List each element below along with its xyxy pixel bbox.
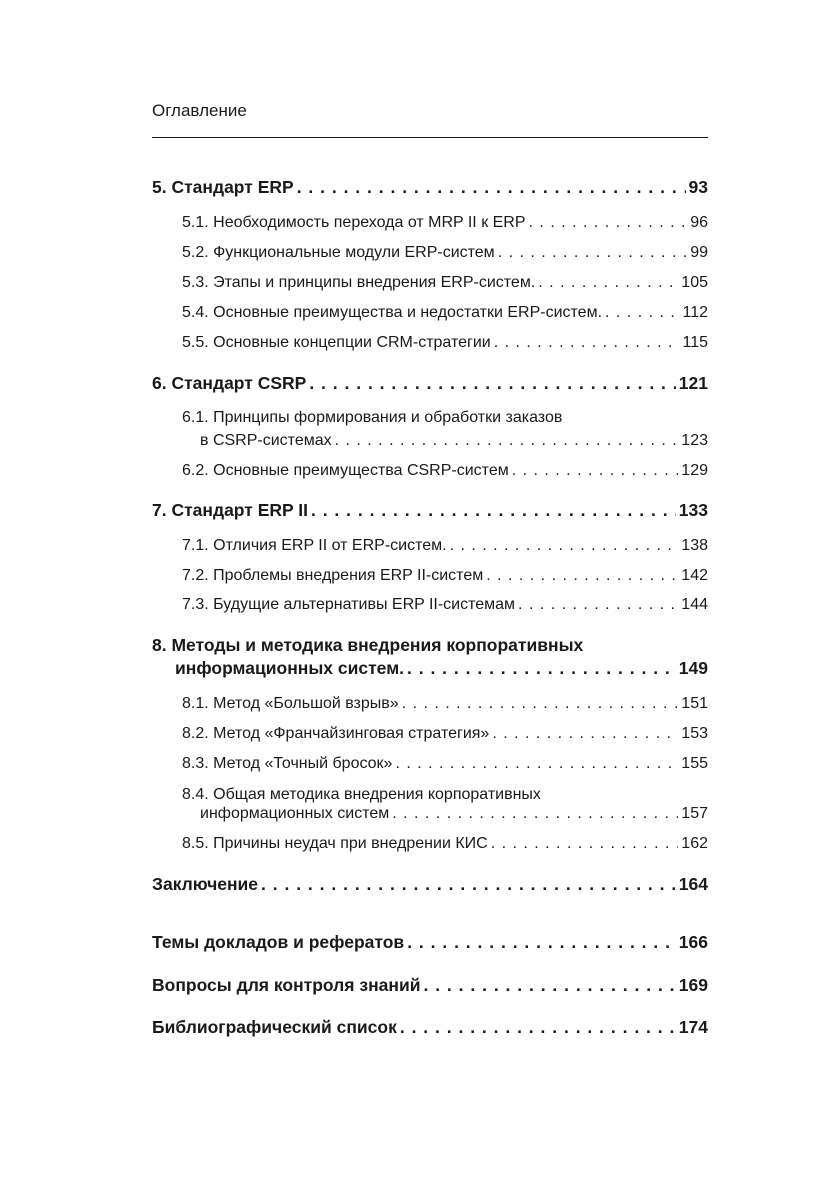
dot-leader <box>392 804 678 824</box>
toc-page-number: 144 <box>681 596 708 613</box>
toc-section-8-5[interactable] <box>182 834 708 854</box>
toc-section-7-1[interactable] <box>182 536 708 556</box>
toc-entry-title: информационных систем. <box>175 658 404 678</box>
dot-leader <box>402 694 679 714</box>
toc-questions[interactable] <box>152 974 708 996</box>
toc-entry-title: 5.2. Функциональные модули ERP-систем <box>182 244 495 261</box>
toc-topics[interactable] <box>152 931 708 953</box>
toc-entry-title: Библиографический список <box>152 1017 397 1037</box>
toc-page-number: 151 <box>681 695 708 712</box>
toc-page-number: 157 <box>681 805 708 822</box>
toc-page-number: 96 <box>690 214 708 231</box>
toc-chapter-8[interactable] <box>175 657 708 679</box>
toc-entry-title: 5. Стандарт ERP <box>152 177 294 197</box>
toc-page-number: 93 <box>688 177 708 197</box>
toc-page-number: 121 <box>678 373 708 393</box>
dot-leader <box>400 1016 676 1038</box>
toc-page-number: 164 <box>678 874 708 894</box>
toc-page-number: 99 <box>690 244 708 261</box>
dot-leader <box>498 243 688 263</box>
toc-chapter-8-line1[interactable]: 8. Методы и методика внедрения корпоративных <box>152 635 584 655</box>
dot-leader <box>518 595 678 615</box>
dot-leader <box>492 724 678 744</box>
toc-page-number: 169 <box>678 975 708 995</box>
toc-entry-title: 6.2. Основные преимущества CSRP-систем <box>182 462 509 479</box>
toc-section-5-5[interactable] <box>182 333 708 353</box>
dot-leader <box>529 213 688 233</box>
toc-entry-title: 8.3. Метод «Точный бросок» <box>182 755 393 772</box>
toc-page-number: 133 <box>678 500 708 520</box>
dot-leader <box>335 431 679 451</box>
dot-leader <box>450 536 679 556</box>
toc-conclusion[interactable] <box>152 873 708 895</box>
toc-entry-title: 8.2. Метод «Франчайзинговая стратегия» <box>182 725 490 742</box>
toc-page-number: 162 <box>681 835 708 852</box>
toc-entry-title: 7.1. Отличия ERP II от ERP-систем. <box>182 537 447 554</box>
toc-page-number: 174 <box>678 1017 708 1037</box>
toc-page-number: 166 <box>678 932 708 952</box>
dot-leader <box>297 176 686 198</box>
toc-section-5-1[interactable] <box>182 213 708 233</box>
toc-chapter-7[interactable] <box>152 499 708 521</box>
toc-page-number: 138 <box>681 537 708 554</box>
toc-section-7-2[interactable] <box>182 566 708 586</box>
toc-entry-title: 6. Стандарт CSRP <box>152 373 307 393</box>
dot-leader <box>261 873 676 895</box>
toc-entry-title: информационных систем <box>200 805 390 822</box>
toc-entry-title: 5.1. Необходимость перехода от MRP II к ERP <box>182 214 526 231</box>
toc-page-number: 123 <box>681 432 708 449</box>
toc-section-8-4-line1[interactable]: 8.4. Общая методика внедрения корпоративных <box>182 786 541 803</box>
dot-leader <box>407 931 676 953</box>
toc-entry-title: 5.3. Этапы и принципы внедрения ERP-систем. <box>182 274 536 291</box>
dot-leader <box>311 499 676 521</box>
toc-page-number: 105 <box>681 274 708 291</box>
toc-entry-title: 7. Стандарт ERP II <box>152 500 308 520</box>
dot-leader <box>486 566 678 586</box>
toc-section-8-1[interactable] <box>182 694 708 714</box>
dot-leader <box>491 834 679 854</box>
toc-section-5-4[interactable] <box>182 303 708 323</box>
toc-page-number: 153 <box>681 725 708 742</box>
dot-leader <box>494 333 680 353</box>
toc-section-6-2[interactable] <box>182 461 708 481</box>
toc-entry-title: Темы докладов и рефератов <box>152 932 405 952</box>
toc-section-5-3[interactable] <box>182 273 708 293</box>
toc-bibliography[interactable] <box>152 1016 708 1038</box>
toc-page-number: 142 <box>681 567 708 584</box>
dot-leader <box>605 303 679 323</box>
toc-entry-title: 7.2. Проблемы внедрения ERP II-систем <box>182 567 484 584</box>
toc-section-6-1-line1[interactable]: 6.1. Принципы формирования и обработки заказов <box>182 409 563 426</box>
toc-chapter-6[interactable] <box>152 372 708 394</box>
dot-leader <box>538 273 678 293</box>
toc-entry-title: 7.3. Будущие альтернативы ERP II-системам <box>182 596 516 613</box>
toc-page-number: 129 <box>681 462 708 479</box>
toc-page-number: 155 <box>681 755 708 772</box>
toc-entry-title: Вопросы для контроля знаний <box>152 975 421 995</box>
toc-chapter-5[interactable] <box>152 176 708 198</box>
header-rule <box>152 137 708 138</box>
toc-section-8-3[interactable] <box>182 754 708 774</box>
toc-section-5-2[interactable] <box>182 243 708 263</box>
toc-page <box>152 0 708 1200</box>
toc-page-number: 149 <box>678 658 708 678</box>
toc-entry-title: 5.5. Основные концепции CRM-стратегии <box>182 334 491 351</box>
page-header: Оглавление <box>152 101 247 120</box>
toc-entry-title: в CSRP-системах <box>200 432 332 449</box>
dot-leader <box>423 974 675 996</box>
toc-section-7-3[interactable] <box>182 595 708 615</box>
dot-leader <box>309 372 675 394</box>
toc-page-number: 112 <box>682 304 708 321</box>
toc-section-8-2[interactable] <box>182 724 708 744</box>
dot-leader <box>407 657 676 679</box>
toc-entry-title: 5.4. Основные преимущества и недостатки ERP-систем. <box>182 304 603 321</box>
toc-page-number: 115 <box>682 334 708 351</box>
toc-section-6-1[interactable] <box>200 431 708 451</box>
toc-entry-title: Заключение <box>152 874 259 894</box>
toc-entry-title: 8.1. Метод «Большой взрыв» <box>182 695 399 712</box>
toc-entry-title: 8.5. Причины неудач при внедрении КИС <box>182 835 488 852</box>
dot-leader <box>395 754 678 774</box>
dot-leader <box>512 461 679 481</box>
toc-section-8-4[interactable] <box>200 804 708 824</box>
